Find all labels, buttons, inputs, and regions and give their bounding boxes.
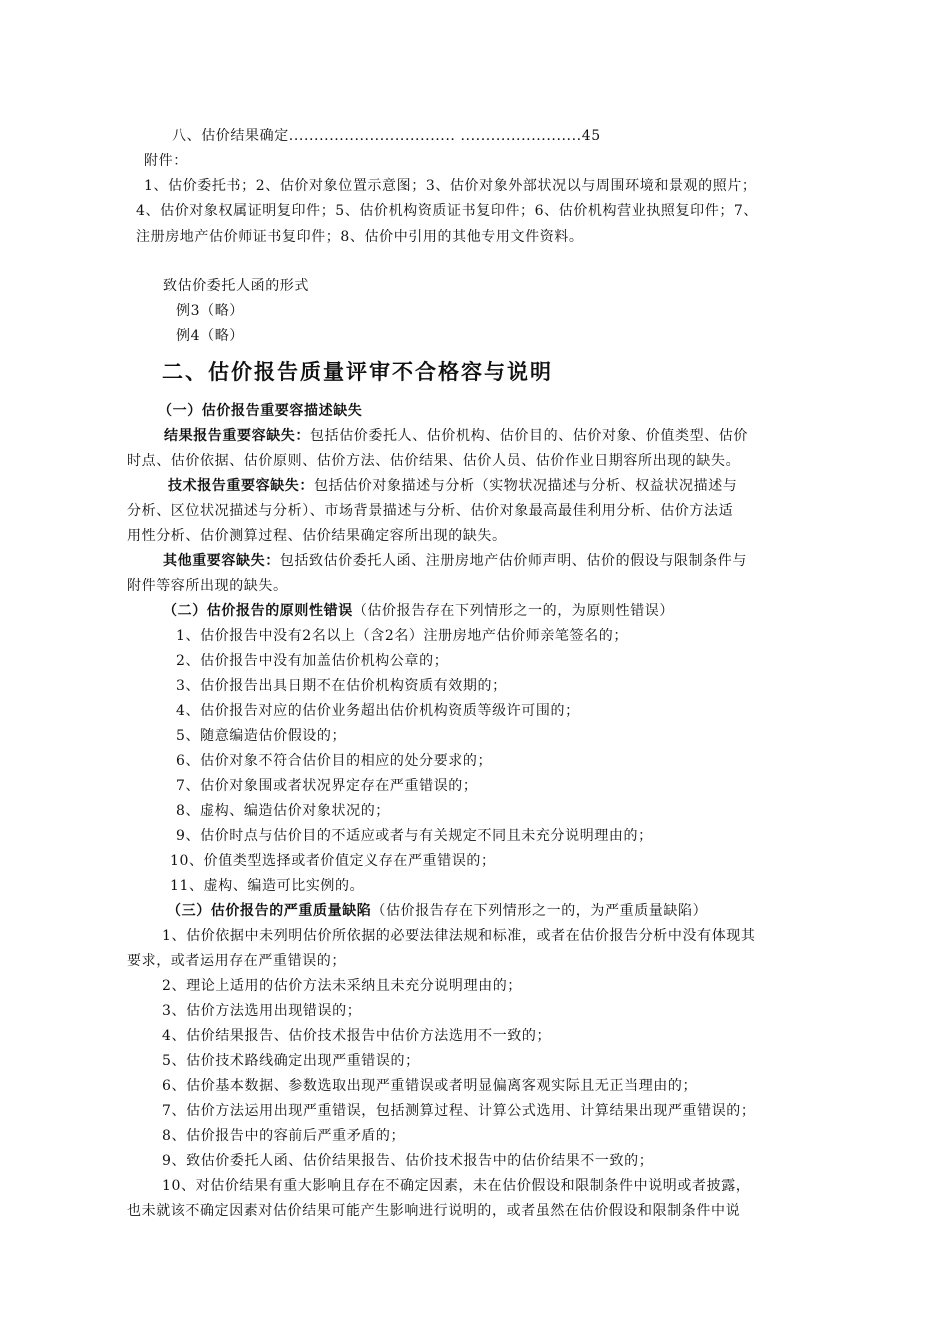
list-item-continuation: 也未就该不确定因素对估价结果可能产生影响进行说明的，或者虽然在估价假设和限制条件中说	[127, 1203, 741, 1219]
subsection-heading: （三）估价报告的严重质量缺陷（估价报告存在下列情形之一的，为严重质量缺陷）	[167, 903, 708, 919]
paragraph-line: 时点、估价依据、估价原则、估价方法、估价结果、估价人员、估价作业日期容所出现的缺失。	[127, 453, 741, 469]
paragraph-line: 技术报告重要容缺失：包括估价对象描述与分析（实物状况描述与分析、权益状况描述与	[168, 478, 738, 494]
list-item: 9、致估价委托人函、估价结果报告、估价技术报告中的估价结果不一致的；	[162, 1153, 654, 1169]
attachments-title: 附件：	[144, 153, 188, 169]
list-item: 5、随意编造估价假设的；	[176, 728, 347, 744]
list-item: 4、估价结果报告、估价技术报告中估价方法选用不一致的；	[162, 1028, 552, 1044]
attachments-line: 注册房地产估价师证书复印件；8、估价中引用的其他专用文件资料。	[136, 229, 584, 245]
list-item: 6、估价基本数据、参数选取出现严重错误或者明显偏离客观实际且无正当理由的；	[162, 1078, 698, 1094]
list-item: 11、虚构、编造可比实例的。	[170, 878, 365, 894]
result-missing-label: 结果报告重要容缺失：	[164, 428, 310, 444]
example-4: 例4（略）	[176, 328, 244, 344]
list-item: 3、估价方法选用出现错误的；	[162, 1003, 362, 1019]
section-heading: 二、估价报告质量评审不合格容与说明	[162, 360, 553, 384]
list-item: 9、估价时点与估价目的不适应或者与有关规定不同且未充分说明理由的；	[176, 828, 653, 844]
list-item: 7、估价对象围或者状况界定存在严重错误的；	[176, 778, 478, 794]
attachments-line: 4、估价对象权属证明复印件；5、估价机构资质证书复印件；6、估价机构营业执照复印件；7、	[136, 203, 759, 219]
example-3: 例3（略）	[176, 303, 244, 319]
subsection-heading: （一）估价报告重要容描述缺失	[158, 403, 363, 419]
paragraph-line: 其他重要容缺失：包括致估价委托人函、注册房地产估价师声明、估价的假设与限制条件与	[163, 553, 748, 569]
list-item-continuation: 要求，或者运用存在严重错误的；	[127, 953, 346, 969]
subsection-heading: （二）估价报告的原则性错误（估价报告存在下列情形之一的，为原则性错误）	[163, 603, 675, 619]
other-missing-label: 其他重要容缺失：	[163, 553, 280, 569]
list-item: 4、估价报告对应的估价业务超出估价机构资质等级许可围的；	[176, 703, 580, 719]
list-item: 8、估价报告中的容前后严重矛盾的；	[162, 1128, 406, 1144]
letter-form-title: 致估价委托人函的形式	[163, 278, 309, 294]
paragraph-line: 分析、区位状况描述与分析）、市场背景描述与分析、估价对象最高最佳利用分析、估价方法适	[127, 503, 734, 519]
paragraph-line: 用性分析、估价测算过程、估价结果确定容所出现的缺失。	[127, 528, 507, 544]
paragraph-line: 附件等容所出现的缺失。	[127, 578, 288, 594]
list-item: 10、价值类型选择或者价值定义存在严重错误的；	[170, 853, 496, 869]
list-item: 5、估价技术路线确定出现严重错误的；	[162, 1053, 420, 1069]
list-item: 7、估价方法运用出现严重错误，包括测算过程、计算公式选用、计算结果出现严重错误的；	[162, 1103, 756, 1119]
list-item: 8、虚构、编造估价对象状况的；	[176, 803, 390, 819]
list-item: 10、对估价结果有重大影响且存在不确定因素，未在估价假设和限制条件中说明或者披露，	[162, 1178, 751, 1194]
list-item: 6、估价对象不符合估价目的相应的处分要求的；	[176, 753, 493, 769]
list-item: 3、估价报告出具日期不在估价机构资质有效期的；	[176, 678, 507, 694]
attachments-line: 1、估价委托书；2、估价对象位置示意图；3、估价对象外部状况以与周围环境和景观的照片；	[144, 178, 757, 194]
paragraph-line: 结果报告重要容缺失：包括估价委托人、估价机构、估价目的、估价对象、价值类型、估价	[164, 428, 748, 444]
list-item: 2、理论上适用的估价方法未采纳且未充分说明理由的；	[162, 978, 522, 994]
tech-missing-label: 技术报告重要容缺失：	[168, 478, 314, 494]
toc-item-8: 八、估价结果确定................................. ........................45	[172, 128, 601, 144]
list-item: 2、估价报告中没有加盖估价机构公章的；	[176, 653, 449, 669]
list-item: 1、估价报告中没有2名以上（含2名）注册房地产估价师亲笔签名的；	[176, 628, 628, 644]
list-item: 1、估价依据中未列明估价所依据的必要法律法规和标准，或者在估价报告分析中没有体现其	[162, 928, 756, 944]
